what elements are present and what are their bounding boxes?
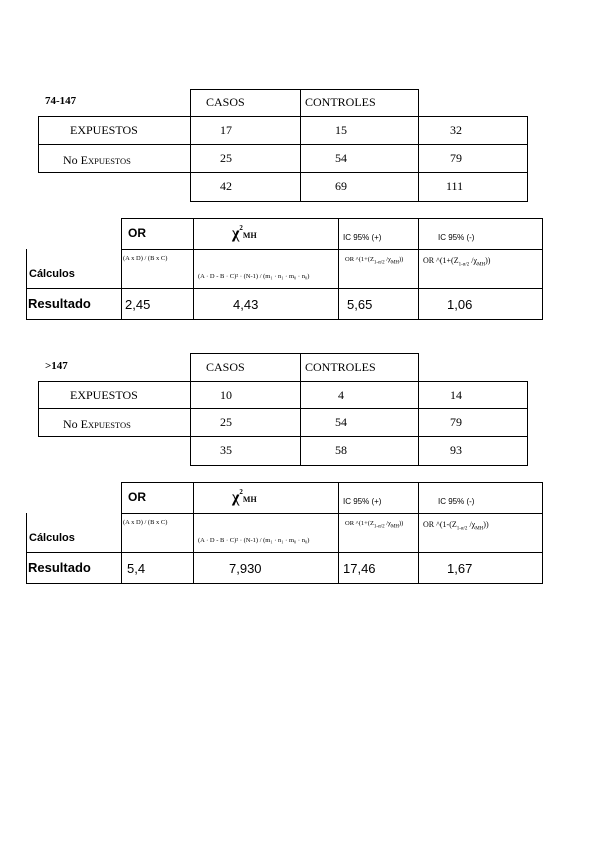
header-chi-square: $\chi^2MH$	[232, 488, 257, 506]
result-or: 5,4	[127, 561, 146, 576]
formula-ic-minus: OR $\^{}(1+(Z_{1-\alpha/2}$ $/\chi_{MH}$))	[423, 256, 491, 268]
cell-total: 79	[450, 151, 462, 165]
calculos-label: Cálculos	[29, 532, 75, 544]
cell-controles: 69	[335, 179, 347, 193]
formula-ic-plus: OR $\^{}(1+(Z_{1-\alpha/2}$ $/\chi_{MH}$))	[345, 520, 404, 530]
header-ic-plus: IC 95% (+)	[343, 233, 382, 242]
range-label: 74-147	[45, 95, 77, 107]
formula-chi: (A · D - B · C)² · (N-1) / (m₁ · n₁ · m₀ · n₀)	[198, 537, 310, 544]
result-ic-plus: 17,46	[343, 561, 376, 576]
formula-or: (A x D) / (B x C)	[123, 519, 168, 526]
range-label: >147	[45, 360, 68, 372]
formula-ic-minus: OR $\^{}(1-(Z_{1-\alpha/2}$ $/\chi_{MH}$))	[423, 520, 489, 532]
resultado-label: Resultado	[28, 296, 91, 311]
cell-controles: 4	[338, 388, 344, 402]
header-ic-plus: IC 95% (+)	[343, 497, 382, 506]
header-or: OR	[128, 226, 146, 240]
row-label: No EXPUESTOS	[63, 153, 131, 167]
formula-ic-plus: OR $\^{}(1+(Z_{1-\alpha/2}$ $/\chi_{MH}$))	[345, 256, 404, 266]
cell-total: 93	[450, 443, 462, 457]
formula-chi: (A · D - B · C)² · (N-1) / (m₁ · n₁ · m₀ · n₀)	[198, 273, 310, 280]
formula-or: (A x D) / (B x C)	[123, 255, 168, 262]
row-label: EXPUESTOS	[70, 123, 138, 137]
header-ic-minus: IC 95% (-)	[438, 233, 475, 242]
cell-controles: 54	[335, 415, 347, 429]
header-or: OR	[128, 490, 146, 504]
cell-casos: 25	[220, 151, 232, 165]
cell-casos: 35	[220, 443, 232, 457]
header-casos: CASOS	[206, 95, 245, 109]
cell-total: 79	[450, 415, 462, 429]
cell-total: 111	[446, 179, 464, 193]
cell-controles: 15	[335, 123, 347, 137]
result-chi: 7,930	[229, 561, 262, 576]
row-label: EXPUESTOS	[70, 388, 138, 402]
row-label: No EXPUESTOS	[63, 417, 131, 431]
cell-casos: 10	[220, 388, 232, 402]
result-chi: 4,43	[233, 297, 259, 312]
cell-controles: 54	[335, 151, 347, 165]
header-chi-square: $\chi^2MH$	[232, 224, 257, 242]
header-ic-minus: IC 95% (-)	[438, 497, 475, 506]
resultado-label: Resultado	[28, 560, 91, 575]
header-controles: CONTROLES	[305, 360, 376, 374]
header-controles: CONTROLES	[305, 95, 376, 109]
calculos-label: Cálculos	[29, 268, 75, 280]
result-ic-minus: 1,67	[447, 561, 473, 576]
cell-controles: 58	[335, 443, 347, 457]
result-ic-plus: 5,65	[347, 297, 373, 312]
cell-casos: 17	[220, 123, 232, 137]
cell-total: 14	[450, 388, 462, 402]
cell-casos: 42	[220, 179, 232, 193]
result-or: 2,45	[125, 297, 151, 312]
header-casos: CASOS	[206, 360, 245, 374]
cell-casos: 25	[220, 415, 232, 429]
cell-total: 32	[450, 123, 462, 137]
result-ic-minus: 1,06	[447, 297, 473, 312]
